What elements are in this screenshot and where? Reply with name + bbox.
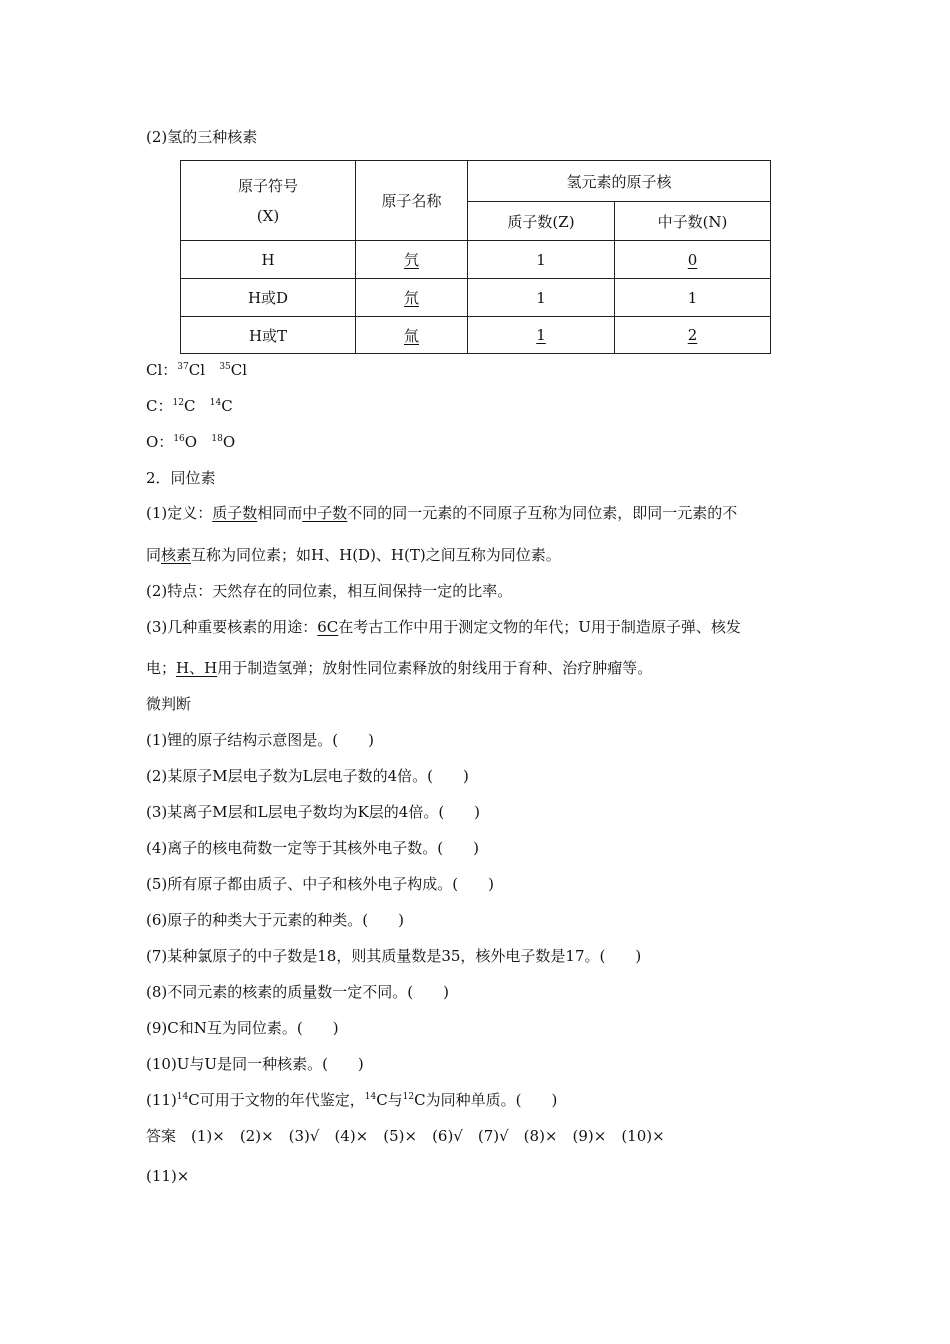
quiz-item: (3)某离子M层和L层电子数均为K层的4倍。( ) [146, 803, 481, 821]
chlorine-isotopes [146, 360, 247, 380]
term-carbon: 6C [317, 618, 339, 636]
quiz-item: (1)锂的原子结构示意图是。( ) [146, 731, 374, 749]
text-span: (3)几种重要核素的用途： [146, 618, 318, 636]
answers-line2: (11)× [146, 1167, 190, 1185]
header-name: 原子名称 [356, 161, 468, 241]
feature-line: (2)特点：天然存在的同位素，相互间保持一定的比率。 [146, 582, 513, 600]
cell-neutrons [615, 241, 771, 279]
element-symbol: C [183, 397, 196, 415]
cell-symbol: H或T [181, 317, 356, 354]
cell-symbol: H [181, 241, 356, 279]
term-hydrogen: H、H [176, 659, 218, 677]
text-span: 相同而 [257, 504, 303, 522]
element-symbol: O [222, 433, 236, 451]
quiz-item: (4)离子的核电荷数一定等于其核外电子数。( ) [146, 839, 479, 857]
uses-line1 [146, 617, 741, 637]
term-neutrons: 中子数 [302, 504, 348, 522]
cell-symbol: H或D [181, 279, 356, 317]
section-title: (2)氢的三种核素 [146, 128, 258, 146]
answers-line1: 答案 (1)× (2)× (3)√ (4)× (5)× (6)√ (7)√ (8)× (9)× (10)× [146, 1127, 665, 1145]
text-span: 互称为同位素；如H、H(D)、H(T)之间互称为同位素。 [191, 546, 561, 564]
quiz-item: (2)某原子M层电子数为L层电子数的4倍。( ) [146, 767, 469, 785]
cell-neutrons [615, 317, 771, 354]
term-protons: 质子数 [212, 504, 258, 522]
cell-protons [468, 317, 615, 354]
cell-name [356, 279, 468, 317]
mass-number: 14 [364, 1092, 377, 1102]
term-nuclide: 核素 [161, 546, 192, 564]
cell-name [356, 317, 468, 354]
mass-number: 12 [402, 1092, 415, 1102]
cell-name-text: 氕 [403, 251, 419, 269]
cell-name-text: 氚 [403, 326, 419, 345]
header-symbol-line2: (X) [256, 206, 280, 225]
cell-protons: 1 [468, 241, 615, 279]
cell-protons: 1 [468, 279, 615, 317]
text-span: C为同种单质。( ) [414, 1091, 558, 1109]
quiz-item: (10)U与U是同一种核素。( ) [146, 1055, 364, 1073]
text-span: 同 [146, 546, 162, 564]
text-span: 在考古工作中用于测定文物的年代；U用于制造原子弹、核发 [338, 618, 741, 636]
quiz-item: (6)原子的种类大于元素的种类。( ) [146, 911, 404, 929]
table-row [181, 279, 771, 317]
cell-neutrons-text: 0 [687, 250, 698, 269]
element-label: O： [146, 433, 174, 451]
text-span: C与 [376, 1091, 403, 1109]
text-span: (1)定义： [146, 504, 213, 522]
definition-line1 [146, 503, 737, 523]
header-nucleus: 氢元素的原子核 [468, 161, 771, 202]
mass-number: 12 [172, 398, 184, 408]
text-span: 用于制造氢弹；放射性同位素释放的射线用于育种、治疗肿瘤等。 [217, 659, 653, 677]
element-symbol: C [221, 397, 233, 415]
element-label: Cl： [146, 361, 178, 379]
mass-number: 35 [219, 362, 231, 372]
oxygen-isotopes [146, 432, 235, 452]
quiz-title: 微判断 [146, 695, 192, 713]
quiz-item: (8)不同元素的核素的质量数一定不同。( ) [146, 983, 449, 1001]
quiz-item: (5)所有原子都由质子、中子和核外电子构成。( ) [146, 875, 494, 893]
header-symbol [181, 161, 356, 241]
element-label: C： [146, 397, 173, 415]
cell-protons-text: 1 [536, 326, 546, 344]
mass-number: 16 [173, 434, 185, 444]
cell-neutrons-text: 2 [687, 326, 698, 344]
hydrogen-nuclides-table [180, 160, 771, 354]
element-symbol: Cl [188, 361, 206, 379]
header-neutrons: 中子数(N) [615, 202, 771, 241]
table-row [181, 241, 771, 279]
text-span: 电； [146, 659, 177, 677]
element-symbol: Cl [230, 361, 248, 379]
quiz-item: (7)某种氯原子的中子数是18，则其质量数是35，核外电子数是17。( ) [146, 947, 642, 965]
quiz-item: (9)C和N互为同位素。( ) [146, 1019, 339, 1037]
text-span: C可用于文物的年代鉴定， [188, 1091, 365, 1109]
cell-name-text: 氘 [403, 289, 419, 307]
definition-line2 [146, 545, 561, 565]
quiz-item [146, 1090, 557, 1110]
cell-neutrons: 1 [615, 279, 771, 317]
isotope-heading: 2．同位素 [146, 469, 216, 487]
text-span: (11) [146, 1091, 177, 1109]
mass-number: 14 [176, 1092, 189, 1102]
uses-line2 [146, 658, 652, 678]
carbon-isotopes [146, 396, 233, 416]
header-symbol-line1: 原子符号 [237, 176, 298, 195]
mass-number: 18 [211, 434, 223, 444]
element-symbol: O [184, 433, 198, 451]
text-span: 不同的同一元素的不同原子互称为同位素，即同一元素的不 [347, 504, 738, 522]
table-row [181, 317, 771, 354]
header-protons: 质子数(Z) [468, 202, 615, 241]
mass-number: 14 [209, 398, 222, 408]
mass-number: 37 [177, 362, 189, 372]
cell-name [356, 241, 468, 279]
